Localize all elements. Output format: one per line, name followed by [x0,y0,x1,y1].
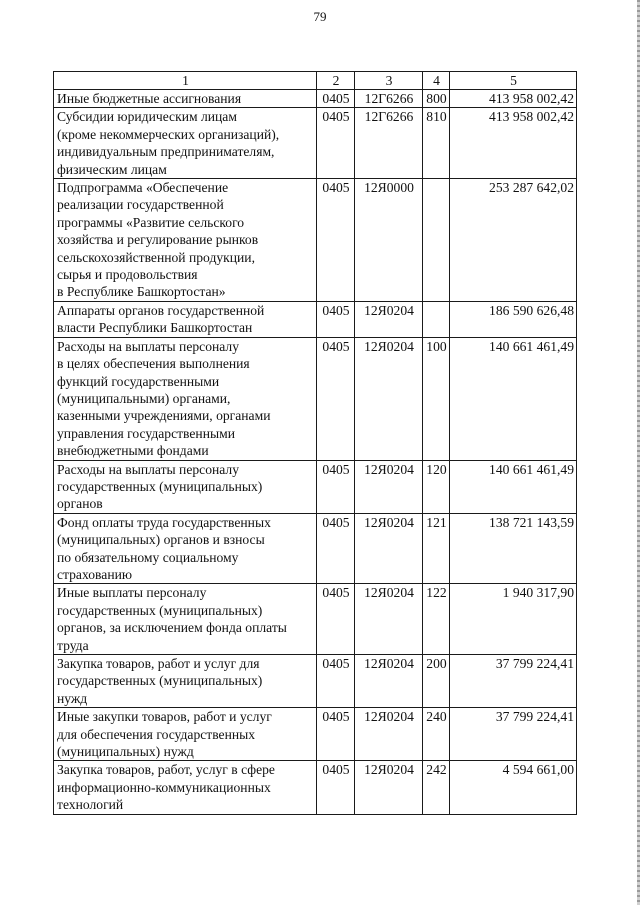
row-name-line: казенными учреждениями, органами [57,408,271,424]
row-name-line: управления государственными [57,425,235,441]
row-target-cell: 12Я0204 [355,761,423,814]
row-name-line: внебюджетными фондами [57,443,209,459]
header-col-2: 2 [317,72,355,90]
row-amount-cell: 138 721 143,59 [450,513,577,584]
row-name-line: (кроме некоммерческих организаций), [57,126,280,142]
row-name-line: индивидуальным предпринимателям, [57,144,275,160]
row-section-cell: 0405 [317,90,355,108]
row-name-cell [54,337,317,460]
row-target-cell: 12Г6266 [355,90,423,108]
row-amount-cell: 413 958 002,42 [450,90,577,108]
row-name-line: Субсидии юридическим лицам [57,109,237,125]
table-row [54,513,577,584]
table-row [54,708,577,761]
row-expense-type-cell: 100 [423,337,450,460]
row-name-line: труда [57,637,89,653]
row-section-cell: 0405 [317,460,355,513]
row-expense-type-cell: 200 [423,655,450,708]
row-expense-type-cell: 800 [423,90,450,108]
row-section-cell: 0405 [317,655,355,708]
row-name-cell [54,655,317,708]
row-name-line: Закупка товаров, работ и услуг для [57,656,260,671]
row-name-line: в Республике Башкортостан» [57,284,226,300]
row-name-line: Иные закупки товаров, работ и услуг [57,709,272,725]
row-name-cell [54,708,317,761]
row-section-cell: 0405 [317,337,355,460]
row-name-cell [54,584,317,655]
row-name-line: сельскохозяйственной продукции, [57,249,255,265]
row-name-line: страхованию [57,566,133,582]
row-name-line: государственных (муниципальных) [57,602,263,618]
row-name-line: нужд [57,690,88,706]
row-target-cell: 12Я0000 [355,179,423,302]
row-name-line: информационно-коммуникационных [57,779,271,795]
row-amount-cell: 140 661 461,49 [450,460,577,513]
row-name-line: Расходы на выплаты персоналу [57,338,239,354]
row-target-cell: 12Я0204 [355,655,423,708]
row-section-cell: 0405 [317,584,355,655]
header-col-3: 3 [355,72,423,90]
row-section-cell: 0405 [317,708,355,761]
row-amount-cell: 37 799 224,41 [450,655,577,708]
header-col-4: 4 [423,72,450,90]
row-name-line: реализации государственной [57,197,224,213]
row-name-line: Подпрограмма «Обеспечение [57,180,229,196]
header-col-5: 5 [450,72,577,90]
table-row [54,460,577,513]
row-amount-cell: 140 661 461,49 [450,337,577,460]
budget-table [53,71,577,815]
row-name-line: Фонд оплаты труда государственных [57,514,271,530]
row-name-line: для обеспечения государственных [57,726,256,742]
row-target-cell: 12Я0204 [355,708,423,761]
row-name-line: технологий [57,797,124,813]
row-target-cell: 12Я0204 [355,460,423,513]
row-name-line: органов [57,496,103,512]
row-name-line: Аппараты органов государственной [57,302,265,318]
row-expense-type-cell: 120 [423,460,450,513]
row-name-cell [54,179,317,302]
row-name-cell [54,460,317,513]
row-name-cell [54,513,317,584]
row-section-cell: 0405 [317,108,355,179]
row-name-line: государственных (муниципальных) [57,673,263,689]
row-name-line: хозяйства и регулирование рынков [57,232,259,248]
row-name-line: государственных (муниципальных) [57,478,263,494]
row-expense-type-cell: 242 [423,761,450,814]
row-name-line: власти Республики Башкортостан [57,320,253,336]
row-target-cell: 12Я0204 [355,337,423,460]
row-expense-type-cell: 240 [423,708,450,761]
row-name-line: программы «Развитие сельского [57,214,245,230]
table-row [54,761,577,814]
header-row [54,72,577,90]
row-section-cell: 0405 [317,513,355,584]
row-expense-type-cell: 810 [423,108,450,179]
row-name-line: Иные бюджетные ассигнования [57,91,242,106]
row-name-line: сырья и продовольствия [57,267,198,283]
row-expense-type-cell: 122 [423,584,450,655]
row-name-line: (муниципальных) органов и взносы [57,532,265,548]
row-name-line: функций государственными [57,373,220,389]
header-col-1: 1 [54,72,317,90]
row-name-line: по обязательному социальному [57,549,239,565]
row-name-line: в целях обеспечения выполнения [57,356,250,372]
row-amount-cell: 1 940 317,90 [450,584,577,655]
table-row [54,584,577,655]
row-section-cell: 0405 [317,301,355,337]
row-expense-type-cell [423,179,450,302]
table-body [54,90,577,815]
row-name-line: Расходы на выплаты персоналу [57,461,239,477]
row-amount-cell: 186 590 626,48 [450,301,577,337]
row-amount-cell: 37 799 224,41 [450,708,577,761]
row-name-line: (муниципальными) органами, [57,390,231,406]
page-number: 79 [313,9,327,24]
row-name-cell [54,761,317,814]
table-row [54,655,577,708]
row-name-cell [54,108,317,179]
row-expense-type-cell: 121 [423,513,450,584]
row-target-cell: 12Я0204 [355,513,423,584]
table-row [54,179,577,302]
table-row [54,90,577,108]
row-target-cell: 12Г6266 [355,108,423,179]
row-name-cell [54,301,317,337]
row-name-line: Закупка товаров, работ, услуг в сфере [57,762,275,778]
row-amount-cell: 4 594 661,00 [450,761,577,814]
table-row [54,337,577,460]
table-row [54,108,577,179]
row-amount-cell: 253 287 642,02 [450,179,577,302]
row-target-cell: 12Я0204 [355,584,423,655]
row-name-line: (муниципальных) нужд [57,744,194,760]
row-amount-cell: 413 958 002,42 [450,108,577,179]
row-section-cell: 0405 [317,179,355,302]
row-name-cell [54,90,317,108]
table-row [54,301,577,337]
row-target-cell: 12Я0204 [355,301,423,337]
row-expense-type-cell [423,301,450,337]
row-section-cell: 0405 [317,761,355,814]
row-name-line: физическим лицам [57,161,167,177]
row-name-line: Иные выплаты персоналу [57,585,207,601]
row-name-line: органов, за исключением фонда оплаты [57,620,287,636]
